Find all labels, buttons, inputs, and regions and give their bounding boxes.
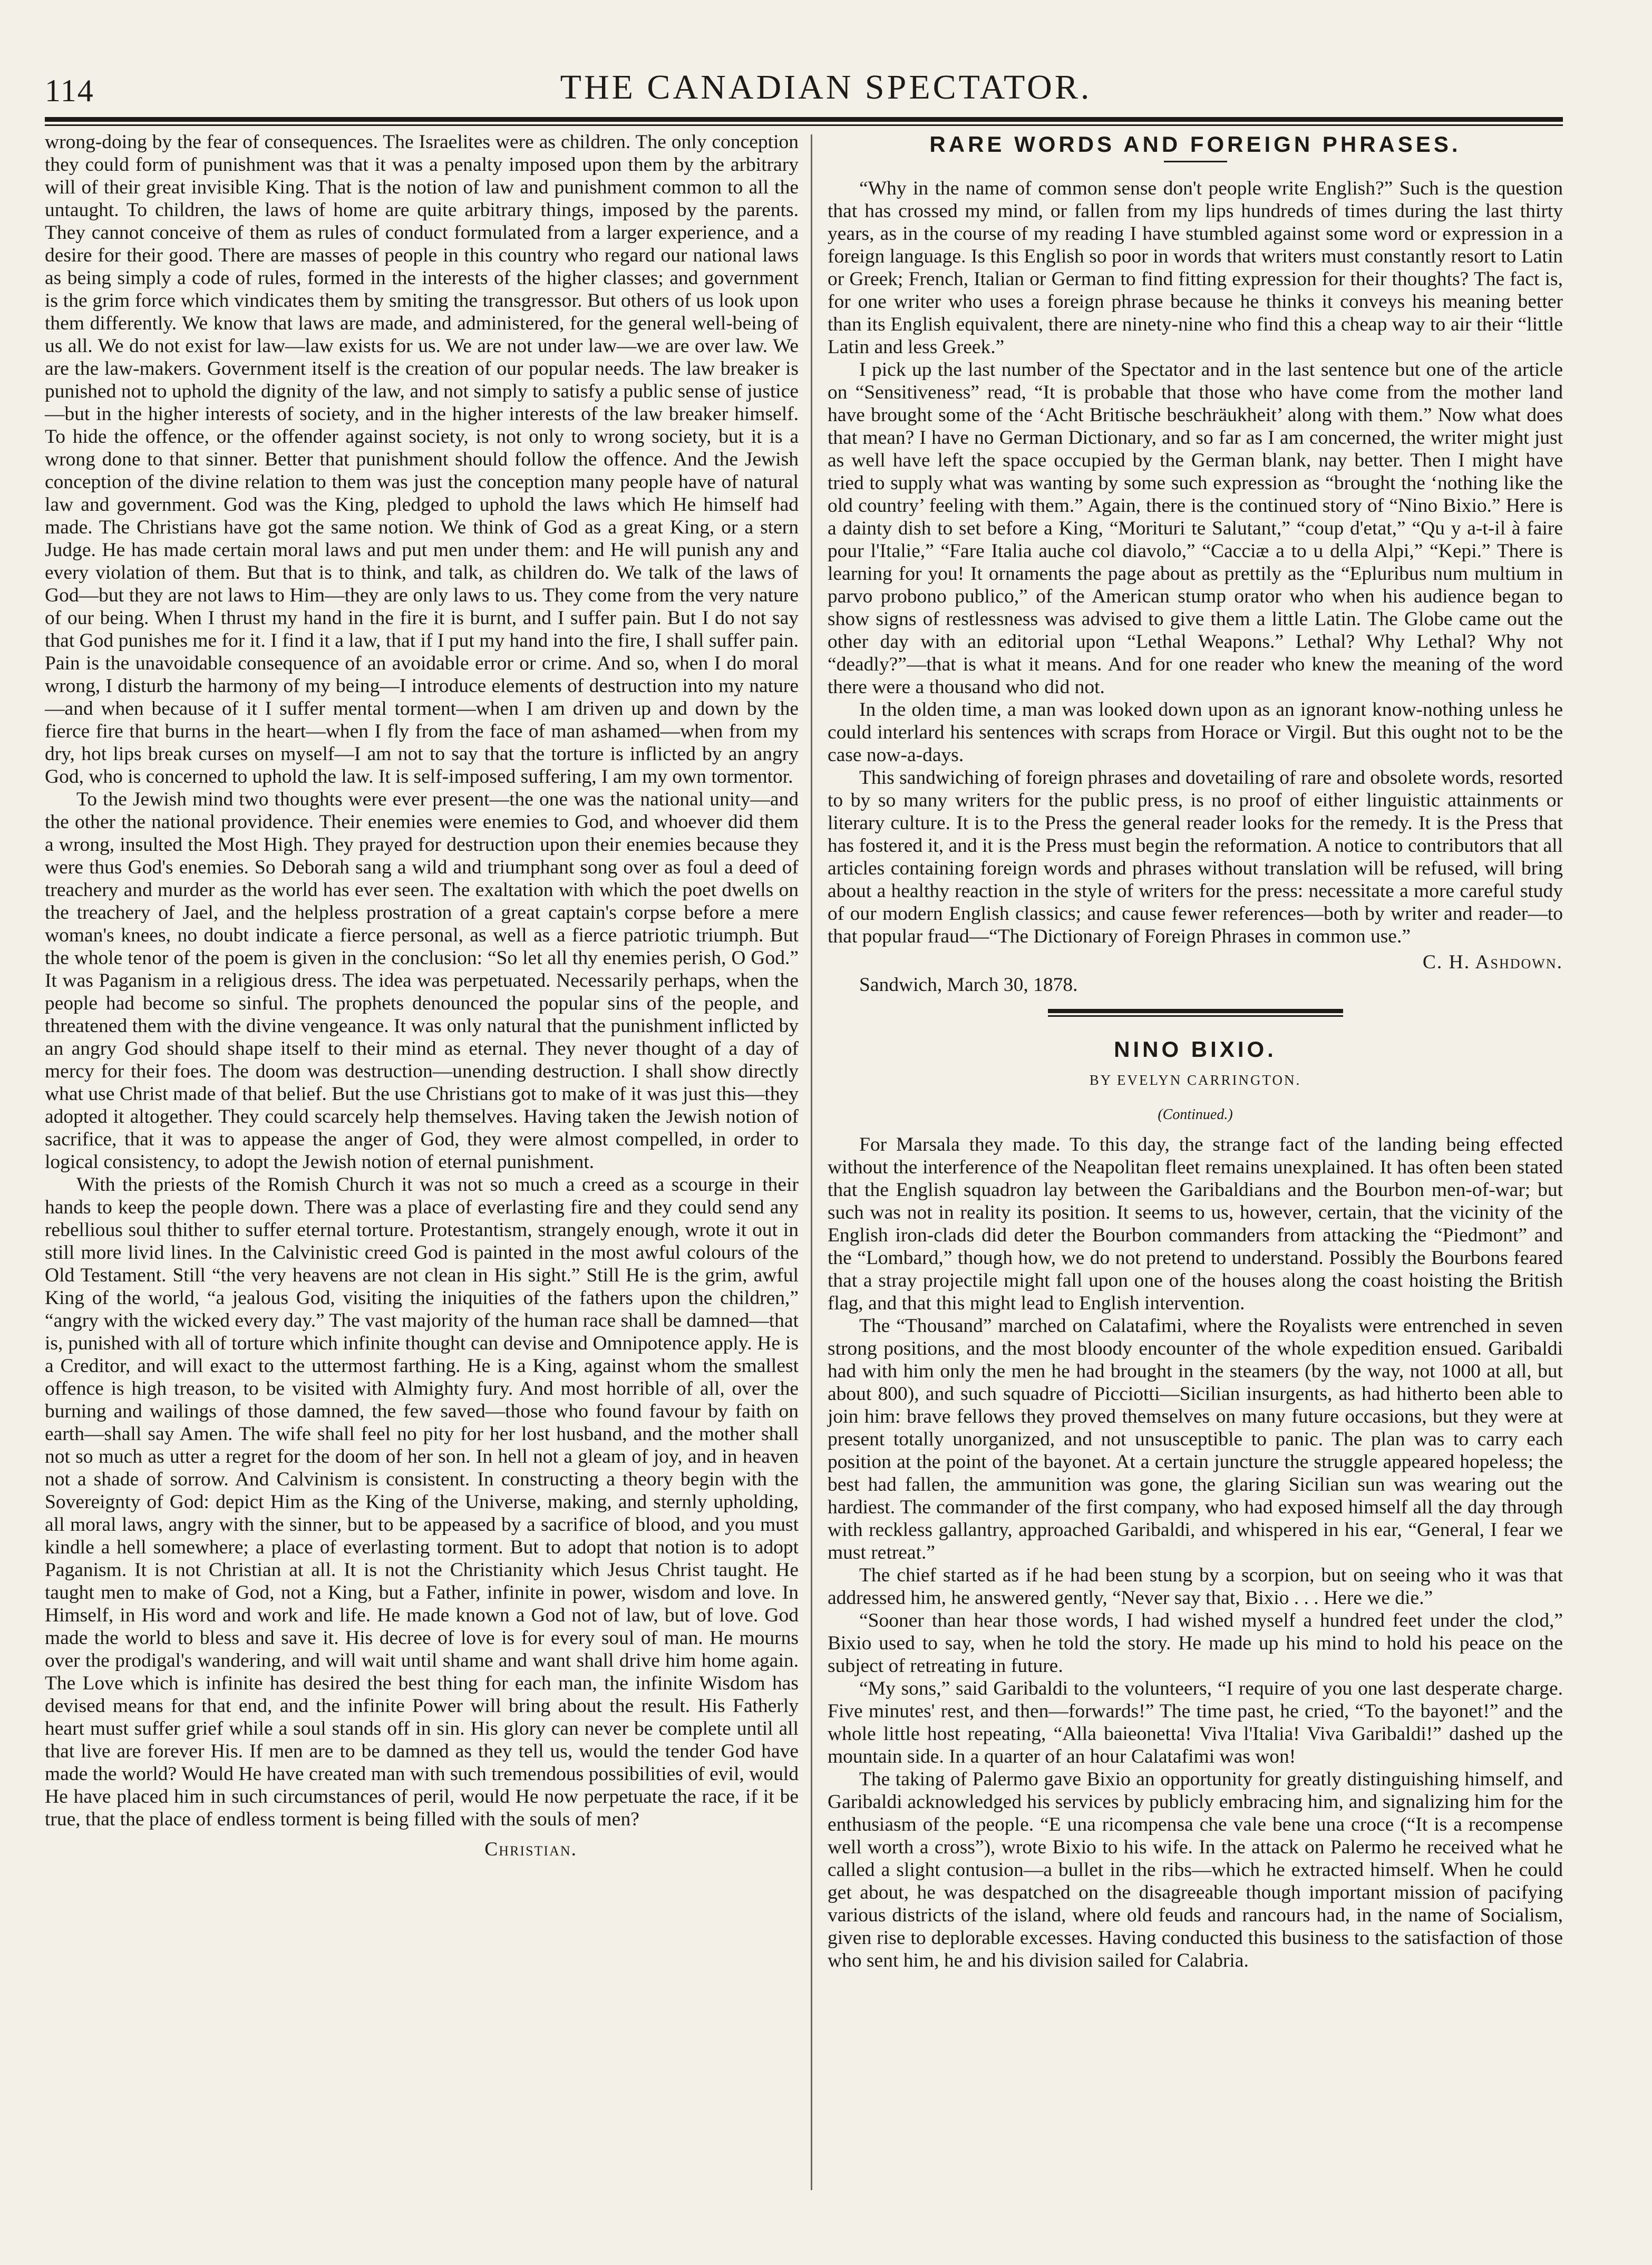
article-paragraph: I pick up the last number of the Spectator and in the last sentence but one of the article on “Sensitiveness” read, “It is probable that those who have come from the mother land have brought some of the ‘Acht Britische beschräukheit’ along with them.” Now what does that mean? I have no German Dictionary, and so far as I am concerned, the writer might just as well have left the space occupied by the German blank, nay better. Then I might have tried to supply what was wanting by some such expression as “brought the ‘nothing like the old country’ feeling with them.” Again, there is the continued story of “Nino Bixio.” Here is a dainty dish to set before a King, “Morituri te Salutant,” “coup d'etat,” “Qu y a-t-il à faire pour l'Italie,” “Fare Italia auche col diavolo,” “Cacciæ a to u della Alpi,” “Kepi.” There is learning for you! It ornaments the page about as prettily as the “Epluribus num multium in parvo probono publico,” of the American stump orator who when his audience began to show signs of restlessness was advised to give them a little Latin. The Globe came out the other day with an editorial upon “Lethal Weapons.” Lethal? Why Lethal? Why not “deadly?”—that is what it means. And for one reader who knew the meaning of the word there were a thousand who did not. <box>828 359 1563 698</box>
section-rule-thick <box>1048 1009 1343 1013</box>
article-paragraph: wrong-doing by the fear of consequences. The Israelites were as children. The only conception they could form of punishment was that it was a penalty imposed upon them by the arbitrary will of their great invisible King. That is the notion of law and punishment common to all the untaught. To children, the laws of home are quite arbitrary things, imposed by the parents. They cannot conceive of them as rules of conduct formulated from a larger experience, and a desire for their good. There are masses of people in this country who regard our national laws as being simply a code of rules, formed in the interests of the higher classes; and government is the grim force which vindicates them by smiting the transgressor. But others of us look upon them differently. We know that laws are made, and administered, for the general well-being of us all. We do not exist for law—law exists for us. We are not under law—we are over law. We are the law-makers. Government itself is the creation of our popular needs. The law breaker is punished not to uphold the dignity of the law, and not simply to satisfy a public sense of justice—but in the higher interests of society, and in the higher interests of the law breaker himself. To hide the offence, or the offender against society, is not only to wrong society, but it is a wrong done to that sinner. Better that punishment should follow the offence. And the Jewish conception of the divine relation to them was just the conception many people have of natural law and government. God was the King, pledged to uphold the laws which He himself had made. The Christians have got the same notion. We think of God as a great King, or a stern Judge. He has made certain moral laws and put men under them: and He will punish any and every violation of them. But that is to think, and talk, as children do. We talk of the laws of God—but they are not laws to Him—they are only laws to us. They come from the very nature of our being. When I thrust my hand in the fire it is burnt, and I suffer pain. But I do not say that God punishes me for it. I find it a law, that if I put my hand into the fire, I shall suffer pain. Pain is the unavoidable consequence of an avoidable error or crime. And so, when I do moral wrong, I disturb the harmony of my being—I introduce elements of destruction into my nature—and when because of it I suffer mental torment—when I am driven up and down by the fierce fire that burns in the heart—when I fly from the face of man ashamed—when from my dry, hot lips break curses on myself—I am not to say that the torture is inflicted by an angry God, who is concerned to uphold the law. It is self-imposed suffering, I am my own tormentor. <box>45 131 799 788</box>
article-paragraph: “My sons,” said Garibaldi to the volunteers, “I require of you one last desperate charge. Five minutes' rest, and then—forwards!” The time past, he cried, “To the bayonet!” and the whole little host repeating, “Alla baieonetta! Viva l'Italia! Viva Garibaldi!” dashed up the mountain side. In a quarter of an hour Calatafimi was won! <box>828 1678 1563 1767</box>
header-rule-thick <box>45 117 1563 122</box>
heading-rule <box>1164 161 1227 162</box>
article-paragraph: The chief started as if he had been stung by a scorpion, but on seeing who it was that addressed him, he answered gently, “Never say that, Bixio . . . Here we die.” <box>828 1564 1563 1609</box>
rare-words-dateline: Sandwich, March 30, 1878. <box>859 974 1078 996</box>
article-paragraph: The “Thousand” marched on Calatafimi, where the Royalists were entrenched in seven strong positions, and the most bloody encounter of the whole expedition ensued. Garibaldi had with him only the men he had brought in the steamers (by the way, not 1000 at all, but about 800), and such squadre of Picciotti—Sicilian insurgents, as had hitherto been able to join him: brave fellows they proved themselves on many future occasions, but they were at present totally unorganized, and not unsusceptible to panic. The plan was to carry each position at the point of the bayonet. At a certain juncture the struggle appeared hopeless; the best had fallen, the ammunition was gone, the glaring Sicilian sun was wearing out the hardiest. The commander of the first company, who had exposed himself all the day through with reckless gallantry, approached Garibaldi, and whispered in his ear, “General, I fear we must retreat.” <box>828 1315 1563 1563</box>
article-paragraph: The taking of Palermo gave Bixio an opportunity for greatly distinguishing himself, and Garibaldi acknowledged his services by publicly embracing him, and signalizing him for the enthusiasm of the people. “E una ricompensa che vale bene una croce (“It is a recompense well worth a cross”), wrote Bixio to his wife. In the attack on Palermo he received what he called a slight contusion—a bullet in the ribs—which he extracted himself. When he could get about, he was despatched on the disagreeable though important mission of pacifying various districts of the island, where old feuds and rancours had, in the name of Socialism, given rise to deplorable excesses. Having conducted this business to the satisfaction of those who sent him, he and his division sailed for Calabria. <box>828 1768 1563 1971</box>
page-number: 114 <box>45 73 94 108</box>
rare-words-heading: RARE WORDS AND FOREIGN PHRASES. <box>929 132 1461 157</box>
article-paragraph: This sandwiching of foreign phrases and dovetailing of rare and obsolete words, resorted to by so many writers for the public press, is no proof of either linguistic attainments or literary culture. It is to the Press the general reader looks for the remedy. It is the Press that has fostered it, and it is the Press must begin the reformation. A notice to contributors that all articles containing foreign words and phrases without translation will be refused, will bring about a healthy reaction in the style of writers for the press: necessitate a more careful study of our modern English classics; and cause fewer references—both by writer and reader—to that popular fraud—“The Dictionary of Foreign Phrases in common use.” <box>828 767 1563 947</box>
article-paragraph: With the priests of the Romish Church it was not so much a creed as a scourge in their hands to keep the people down. There was a place of everlasting fire and they could send any rebellious soul thither to suffer eternal torture. Protestantism, strangely enough, wrote it out in still more livid lines. In the Calvinistic creed God is painted in the most awful colours of the Old Testament. Still “the very heavens are not clean in His sight.” Still He is the grim, awful King of the world, “a jealous God, visiting the iniquities of the fathers upon the children,” “angry with the wicked every day.” The vast majority of the human race shall be damned—that is, punished with all of torture which infinite thought can devise and Omnipotence apply. He is a Creditor, and will exact to the uttermost farthing. He is a King, against whom the smallest offence is high treason, to be visited with Almighty fury. And most horrible of all, over the burning and wailings of those damned, the few saved—those who found favour by faith on earth—shall say Amen. The wife shall feel no pity for her lost husband, and the mother shall not so much as utter a regret for the doom of her son. In hell not a gleam of joy, and in heaven not a shade of sorrow. And Calvinism is consistent. In constructing a theory begin with the Sovereignty of God: depict Him as the King of the Universe, making, and sternly upholding, all moral laws, angry with the sinner, but to be appeased by a sacrifice of blood, and you must kindle a hell somewhere; a place of everlasting torment. But to adopt that notion is to adopt Paganism. It is not Christian at all. It is not the Christianity which Jesus Christ taught. He taught men to make of God, not a King, but a Father, infinite in power, wisdom and love. In Himself, in His word and work and life. He made known a God not of law, but of love. God made the world to bless and save it. His decree of love is for every soul of man. He mourns over the prodigal's wandering, and will wait until shame and want shall drive him home again. The Love which is infinite has desired the best thing for each man, the infinite Wisdom has devised means for that end, and the infinite Power will bring about the result. His Fatherly heart must suffer grief while a soul stands off in sin. His glory can never be complete until all that live are forever His. If men are to be damned as they tell us, would the tender God have made the world? Would He have created man with such tremendous possibilities of evil, would He have placed him in such circumstances of peril, would He now perpetuate the race, if it be true, that the place of endless torment is being filled with the souls of men? <box>45 1174 799 1830</box>
column-divider <box>811 134 812 2190</box>
nino-bixio-heading: NINO BIXIO. <box>1114 1037 1277 1062</box>
article-paragraph: For Marsala they made. To this day, the strange fact of the landing being effected without the interference of the Neapolitan fleet remains unexplained. It has often been stated that the English squadron lay between the Garibaldians and the Bourbon men-of-war; but such was not in reality its position. It seems to us, however, certain, that the vicinity of the English iron-clads did deter the Bourbon commanders from attacking the “Piedmont” and the “Lombard,” though how, we do not pretend to understand. Possibly the Bourbons feared that a stray projectile might fall upon one of the houses along the coast hoisting the British flag, and that this might lead to English intervention. <box>828 1134 1563 1314</box>
article-paragraph: “Sooner than hear those words, I had wished myself a hundred feet under the clod,” Bixio used to say, when he told the story. He made up his mind to hold his peace on the subject of retreating in future. <box>828 1610 1563 1677</box>
article-signature: Christian. <box>484 1839 577 1860</box>
article-paragraph: “Why in the name of common sense don't people write English?” Such is the question that has crossed my mind, or fallen from my lips hundreds of times during the last thirty years, as in the course of my reading I have stumbled against some word or expression in a foreign language. Is this English so poor in words that writers must constantly resort to Latin or Greek; French, Italian or German to find fitting expression for their thoughts? The fact is, for one writer who uses a foreign phrase because he thinks it conveys his meaning better than its English equivalent, there are ninety-nine who find this a cheap way to air their “little Latin and less Greek.” <box>828 178 1563 358</box>
header-rule-thin <box>45 124 1563 126</box>
nino-bixio-continued: (Continued.) <box>1158 1106 1233 1123</box>
article-paragraph: In the olden time, a man was looked down upon as an ignorant know-nothing unless he could interlard his sentences with scraps from Horace or Virgil. But this ought not to be the case now-a-days. <box>828 699 1563 766</box>
masthead-title: THE CANADIAN SPECTATOR. <box>560 68 1092 106</box>
section-rule-thin <box>1048 1015 1343 1017</box>
nino-bixio-byline: BY EVELYN CARRINGTON. <box>1089 1072 1301 1088</box>
left-column <box>45 131 799 1861</box>
rare-words-signature: C. H. Ashdown. <box>1422 951 1563 973</box>
article-paragraph: To the Jewish mind two thoughts were ever present—the one was the national unity—and the other the national providence. Their enemies were enemies to God, and whoever did them a wrong, insulted the Most High. They prayed for destruction upon their enemies because they were thus God's enemies. So Deborah sang a wild and triumphant song over as foul a deed of treachery and murder as the world has ever seen. The exaltation with which the poet dwells on the treachery of Jael, and the helpless prostration of a great captain's corpse before a mere woman's knees, no doubt indicate a fierce personal, as well as a fierce patriotic triumph. But the whole tenor of the poem is given in the conclusion: “So let all thy enemies perish, O God.” It was Paganism in a religious dress. The idea was perpetuated. Necessarily perhaps, when the people had become so sinful. The prophets denounced the popular sins of the people, and threatened them with the divine vengeance. It was only natural that the punishment inflicted by an angry God should shape itself to their mind as eternal. They never thought of a day of mercy for their foes. The doom was destruction—unending destruction. I shall show directly what use Christ made of that belief. But the use Christians got to make of it was just this—they adopted it altogether. They could scarcely help themselves. Having taken the Jewish notion of sacrifice, that it was to appease the anger of God, they were almost compelled, in order to logical consistency, to adopt the Jewish notion of eternal punishment. <box>45 789 799 1173</box>
right-column <box>828 131 1563 1972</box>
